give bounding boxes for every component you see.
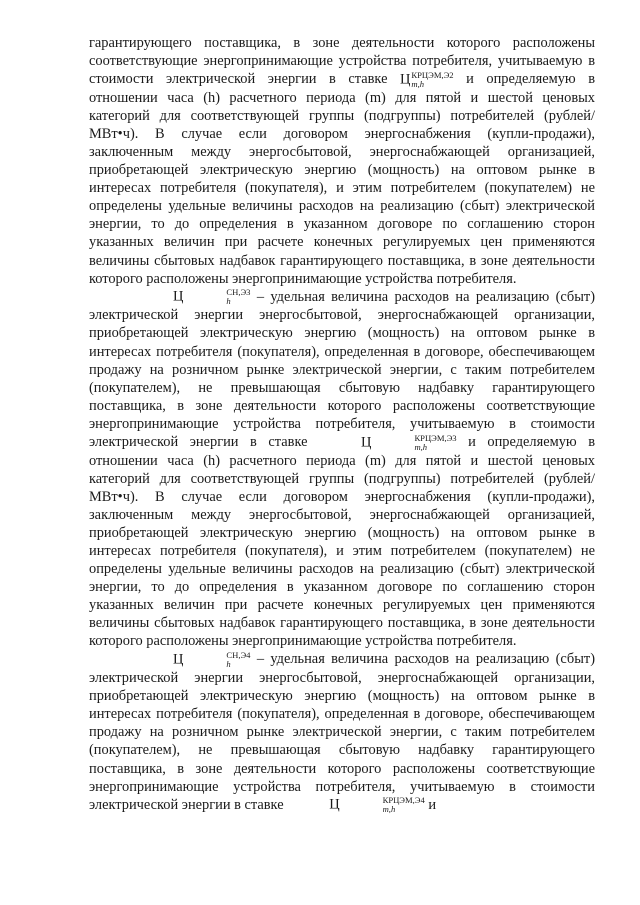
symbol-base: Ц	[329, 796, 340, 813]
symbol-base: Ц	[361, 433, 372, 450]
text-run: и	[424, 796, 437, 813]
symbol-scripts	[372, 434, 456, 452]
symbol-superscript: СН,Э4	[226, 650, 251, 661]
symbol-subscript: h	[226, 659, 231, 670]
formula-symbol	[319, 434, 457, 452]
symbol-scripts	[184, 651, 250, 669]
symbol-superscript: СН,Э3	[226, 287, 251, 298]
symbol-subscript: m,h	[411, 78, 425, 89]
symbol-scripts	[411, 71, 453, 89]
symbol-scripts	[341, 796, 425, 814]
symbol-base: Ц	[173, 288, 184, 305]
text-run: – удельная величина расходов на реализацию (сбыт) электрической энергии энергосбытовой, энергоснабжающей организации, приобретающей электрическую энергию (мощность) на оптовом рынке в интересах потребителя (покупателя), определенная в договоре, обеспечивающем продажу на розничном рынке электрической энергии, с таким потребителем (покупателем), не превышающая сбытовую надбавку гарантирующего поставщика, в зоне деятельности которого расположены соответствующие энергопринимающие устройства потребителя, учитываемую в стоимости электрической энергии в ставке	[89, 288, 595, 450]
formula-symbol	[131, 651, 250, 669]
symbol-base: Ц	[400, 71, 411, 88]
symbol-scripts	[184, 288, 250, 306]
symbol-base: Ц	[173, 651, 184, 668]
document-page	[89, 34, 595, 814]
symbol-superscript: КРЦЭМ,Э2	[411, 69, 454, 80]
formula-symbol	[287, 796, 425, 814]
symbol-subscript: h	[226, 296, 231, 307]
symbol-superscript: КРЦЭМ,Э4	[382, 795, 425, 806]
text-run: и определяемую в отношении часа (h) расчетного периода (m) для пятой и шестой ценовых категорий для соответствующей группы (подгруппы) потребителей (рублей/МВт•ч). В случае если договором энергоснабжения (купли-продажи), заключенным между энергосбытовой, энергоснабжающей организацией, приобретающей электрическую энергию (мощность) на оптовом рынке в интересах потребителя (покупателя), и этим потребителем (покупателем) не определены удельные величины расходов на реализацию (сбыт) электрической энергии, то до определения в указанном договоре по соглашению сторон указанных величин при расчете конечных регулируемых цен применяются величины сбытовых надбавок гарантирующего поставщика, в зоне деятельности которого расположены энергопринимающие устройства потребителя.	[89, 71, 595, 287]
paragraph-1	[89, 34, 595, 288]
paragraph-3	[89, 650, 595, 814]
text-run: и определяемую в отношении часа (h) расчетного периода (m) для пятой и шестой ценовых категорий для соответствующей группы (подгруппы) потребителей (рублей/МВт•ч). В случае если договором энергоснабжения (купли-продажи), заключенным между энергосбытовой, энергоснабжающей организацией, приобретающей электрическую энергию (мощность) на оптовом рынке в интересах потребителя (покупателя), и этим потребителем (покупателем) не определены удельные величины расходов на реализацию (сбыт) электрической энергии, то до определения в указанном договоре по соглашению сторон указанных величин при расчете конечных регулируемых цен применяются величины сбытовых надбавок гарантирующего поставщика, в зоне деятельности которого расположены энергопринимающие устройства потребителя.	[89, 433, 596, 650]
symbol-superscript: КРЦЭМ,Э3	[414, 432, 457, 443]
text-run: гарантирующего поставщика, в зоне деятельности которого расположены соответствующие энергопринимающие устройства потребителя, учитываемую в стоимости электрической энергии в ставке	[89, 35, 595, 88]
formula-symbol	[131, 288, 250, 306]
formula-symbol	[400, 71, 454, 89]
paragraph-2	[89, 288, 595, 651]
text-run: – удельная величина расходов на реализацию (сбыт) электрической энергии энергосбытовой, энергоснабжающей организации, приобретающей электрическую энергию (мощность) на оптовом рынке в интересах потребителя (покупателя), определенная в договоре, обеспечивающем продажу на розничном рынке электрической энергии, с таким потребителем (покупателем), не превышающая сбытовую надбавку гарантирующего поставщика, в зоне деятельности которого расположены соответствующие энергопринимающие устройства потребителя, учитываемую в стоимости электрической энергии в ставке	[89, 651, 595, 813]
symbol-subscript: m,h	[382, 804, 396, 815]
symbol-subscript: m,h	[414, 441, 428, 452]
